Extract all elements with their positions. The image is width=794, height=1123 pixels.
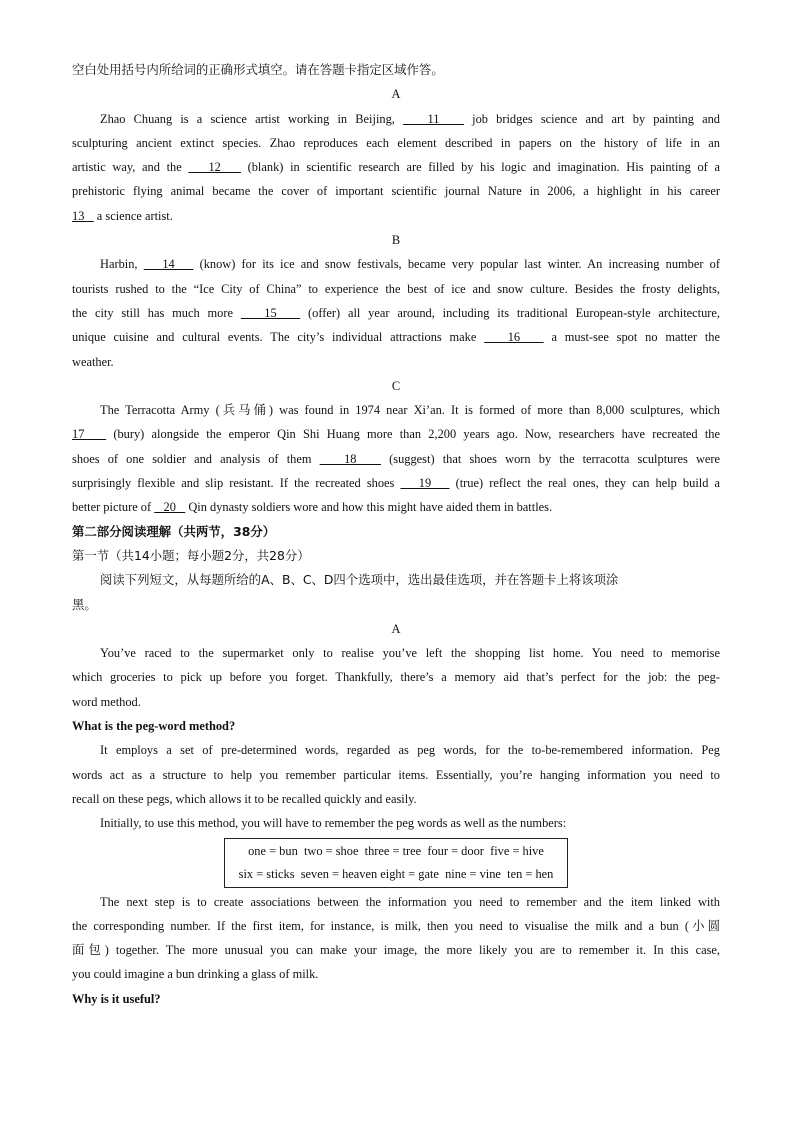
passage-line: you could imagine a bun drinking a glass of milk. [72, 967, 319, 982]
section-b-line: weather. [72, 354, 114, 369]
section-c-label: C [391, 378, 401, 393]
passage-subheading: Why is it useful? [72, 991, 161, 1006]
section-c-line: shoes of one soldier and analysis of them 18 (suggest) that shoes worn by the terracotta sculptures were [72, 451, 721, 466]
blank-18[interactable]: 18 [319, 451, 381, 466]
passage-line: words act as a structure to help you remember particular items. Essentially, you’re hanging information you need to [72, 767, 720, 782]
peg-word-box [224, 838, 569, 888]
passage-line: Initially, to use this method, you will have to remember the peg words as well as the numbers: [100, 816, 567, 831]
peg-word-row: six = sticks seven = heaven eight = gate nine = vine ten = hen [238, 866, 554, 881]
section-c-line: better picture of 20 Qin dynasty soldiers wore and how this might have aided them in battles. [72, 500, 553, 515]
passage-subheading: What is the peg-word method? [72, 719, 236, 734]
blank-14[interactable]: 14 [143, 257, 194, 272]
passage-line: which groceries to pick up before you forget. Thankfully, there’s a memory aid that’s perfect for the job: the peg- [72, 670, 720, 685]
blank-20[interactable]: 20 [154, 500, 186, 515]
peg-word-row: one = bun two = shoe three = tree four = door five = hive [248, 843, 544, 858]
section-a-line: sculpturing ancient extinct species. Zhao reproduces each element described in papers on the history of life in an [72, 135, 720, 150]
section-b-label: B [391, 233, 401, 248]
section-a-line: artistic way, and the 12 (blank) in scientific research are filled by his logic and imagination. His painting of a [72, 160, 720, 175]
reading-instruction: 阅读下列短文，从每题所给的A、B、C、D四个选项中，选出最佳选项，并在答题卡上将该项涂 [100, 572, 619, 588]
passage-line: The next step is to create associations between the information you need to remember and the item linked with [100, 894, 720, 909]
blank-15[interactable]: 15 [240, 305, 301, 320]
part2-heading: 第二部分阅读理解（共两节，38分） [72, 523, 276, 539]
fill-in-instruction: 空白处用括号内所给词的正确形式填空。请在答题卡指定区域作答。 [72, 62, 444, 77]
section-c-line: surprisingly flexible and slip resistant. If the recreated shoes 19 (true) reflect the real ones, they can help build a [72, 476, 721, 491]
passage-line: 面包) together. The more unusual you can make your image, the more likely you are to remember it. In this case, [72, 942, 721, 958]
section-c-line: 17 (bury) alongside the emperor Qin Shi Huang more than 2,200 years ago. Now, researchers have recreated the [72, 427, 720, 442]
blank-17[interactable]: 17 [72, 427, 107, 442]
section-a-line: Zhao Chuang is a science artist working in Beijing, 11 job bridges science and art by painting and [100, 111, 720, 126]
peg-word-box-wrap [72, 838, 720, 888]
passage-line: word method. [72, 694, 141, 709]
subsection-heading: 第一节（共14小题；每小题2分，共28分） [72, 547, 310, 563]
section-b-line: the city still has much more 15 (offer) all year around, including its traditional European-style architecture, [72, 305, 721, 320]
blank-16[interactable]: 16 [484, 330, 544, 345]
passage-line: recall on these pegs, which allows it to be recalled quickly and easily. [72, 791, 417, 806]
section-c-line: The Terracotta Army (兵马俑) was found in 1974 near Xi’an. It is formed of more than 8,000 sculptures, which [100, 402, 721, 418]
section-b-line: unique cuisine and cultural events. The city’s individual attractions make 16 a must-see spot no matter the [72, 330, 721, 345]
blank-11[interactable]: 11 [403, 111, 464, 126]
passage-line: You’ve raced to the supermarket only to realise you’ve left the shopping list home. You need to memorise [100, 646, 720, 661]
blank-19[interactable]: 19 [400, 476, 450, 491]
passage-line: It employs a set of pre-determined words, regarded as peg words, for the to-be-remembered information. Peg [100, 743, 720, 758]
section-a-line: prehistoric flying animal became the cover of important scientific journal Nature in 2006, a highlight in his career [72, 184, 720, 199]
section-b-line: Harbin, 14 (know) for its ice and snow festivals, became very popular last winter. An increasing number of [100, 257, 721, 272]
blank-13[interactable]: 13 [72, 208, 94, 223]
section-b-line: tourists rushed to the “Ice City of China” to experience the best of ice and snow culture. Besides the frosty delights, [72, 281, 720, 296]
passage-a-label: A [391, 621, 401, 636]
blank-12[interactable]: 12 [188, 160, 241, 175]
passage-line: the corresponding number. If the first item, for instance, is milk, then you need to visualise the milk and a bun (小圆 [72, 917, 720, 933]
reading-instruction-cont: 黑。 [72, 596, 97, 612]
section-a-label: A [391, 87, 401, 102]
exam-page [72, 58, 720, 1011]
section-a-line: 13 a science artist. [72, 208, 173, 223]
